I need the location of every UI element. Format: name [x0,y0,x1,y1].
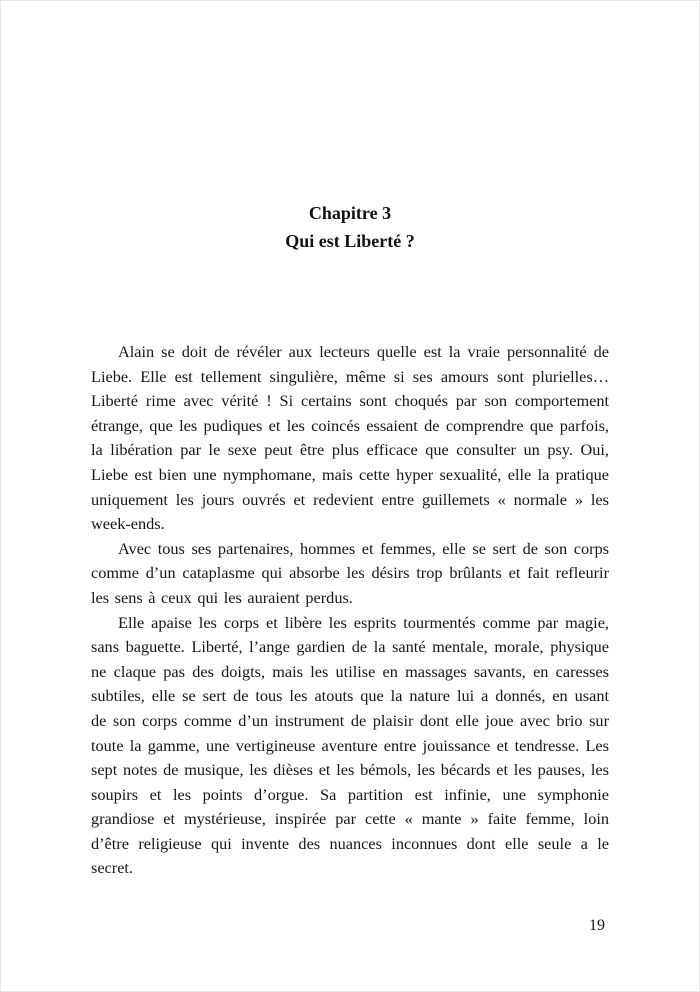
body-text [91,340,609,881]
chapter-title: Chapitre 3 [308,203,392,223]
paragraph: Avec tous ses partenaires, hommes et femmes, elle se sert de son corps comme d’un cataplasme qui absorbe les désirs trop brûlants et fait refleurir les sens à ceux qui les auraient perdus. [91,538,609,607]
chapter-subtitle: Qui est Liberté ? [285,231,415,251]
chapter-heading [1,199,699,255]
paragraph: Alain se doit de révéler aux lecteurs quelle est la vraie personnalité de Liebe. Elle est tellement singulière, même si ses amours sont plurielles… Liberté rime avec vérité ! Si certains sont choqués par son comportement étrange, que les pudiques et les coincés essaient de comprendre que parfois, la libération par le sexe peut être plus efficace que consulter un psy. Oui, Liebe est bien une nymphomane, mais cette hyper sexualité, elle la pratique uniquement les jours ouvrés et redevient entre guillemets « normale » les week-ends. [91,342,609,534]
page-number: 19 [589,917,605,934]
paragraph: Elle apaise les corps et libère les esprits tourmentés comme par magie, sans baguette. Liberté, l’ange gardien de la santé mentale, morale, physique ne claque pas des doigts, mais les utilise en massages savants, en caresses subtiles, elle se sert de tous les atouts que la nature lui a donnés, en usant de son corps comme d’un instrument de plaisir dont elle joue avec brio sur toute la gamme, une vertigineuse aventure entre jouissance et tendresse. Les sept notes de musique, les dièses et les bémols, les bécards et les pauses, les soupirs et les points d’orgue. Sa partition est infinie, une symphonie grandiose et mystérieuse, inspirée par cette « mante » faite femme, loin d’être religieuse qui invente des nuances inconnues dont elle seule a le secret. [91,612,609,878]
